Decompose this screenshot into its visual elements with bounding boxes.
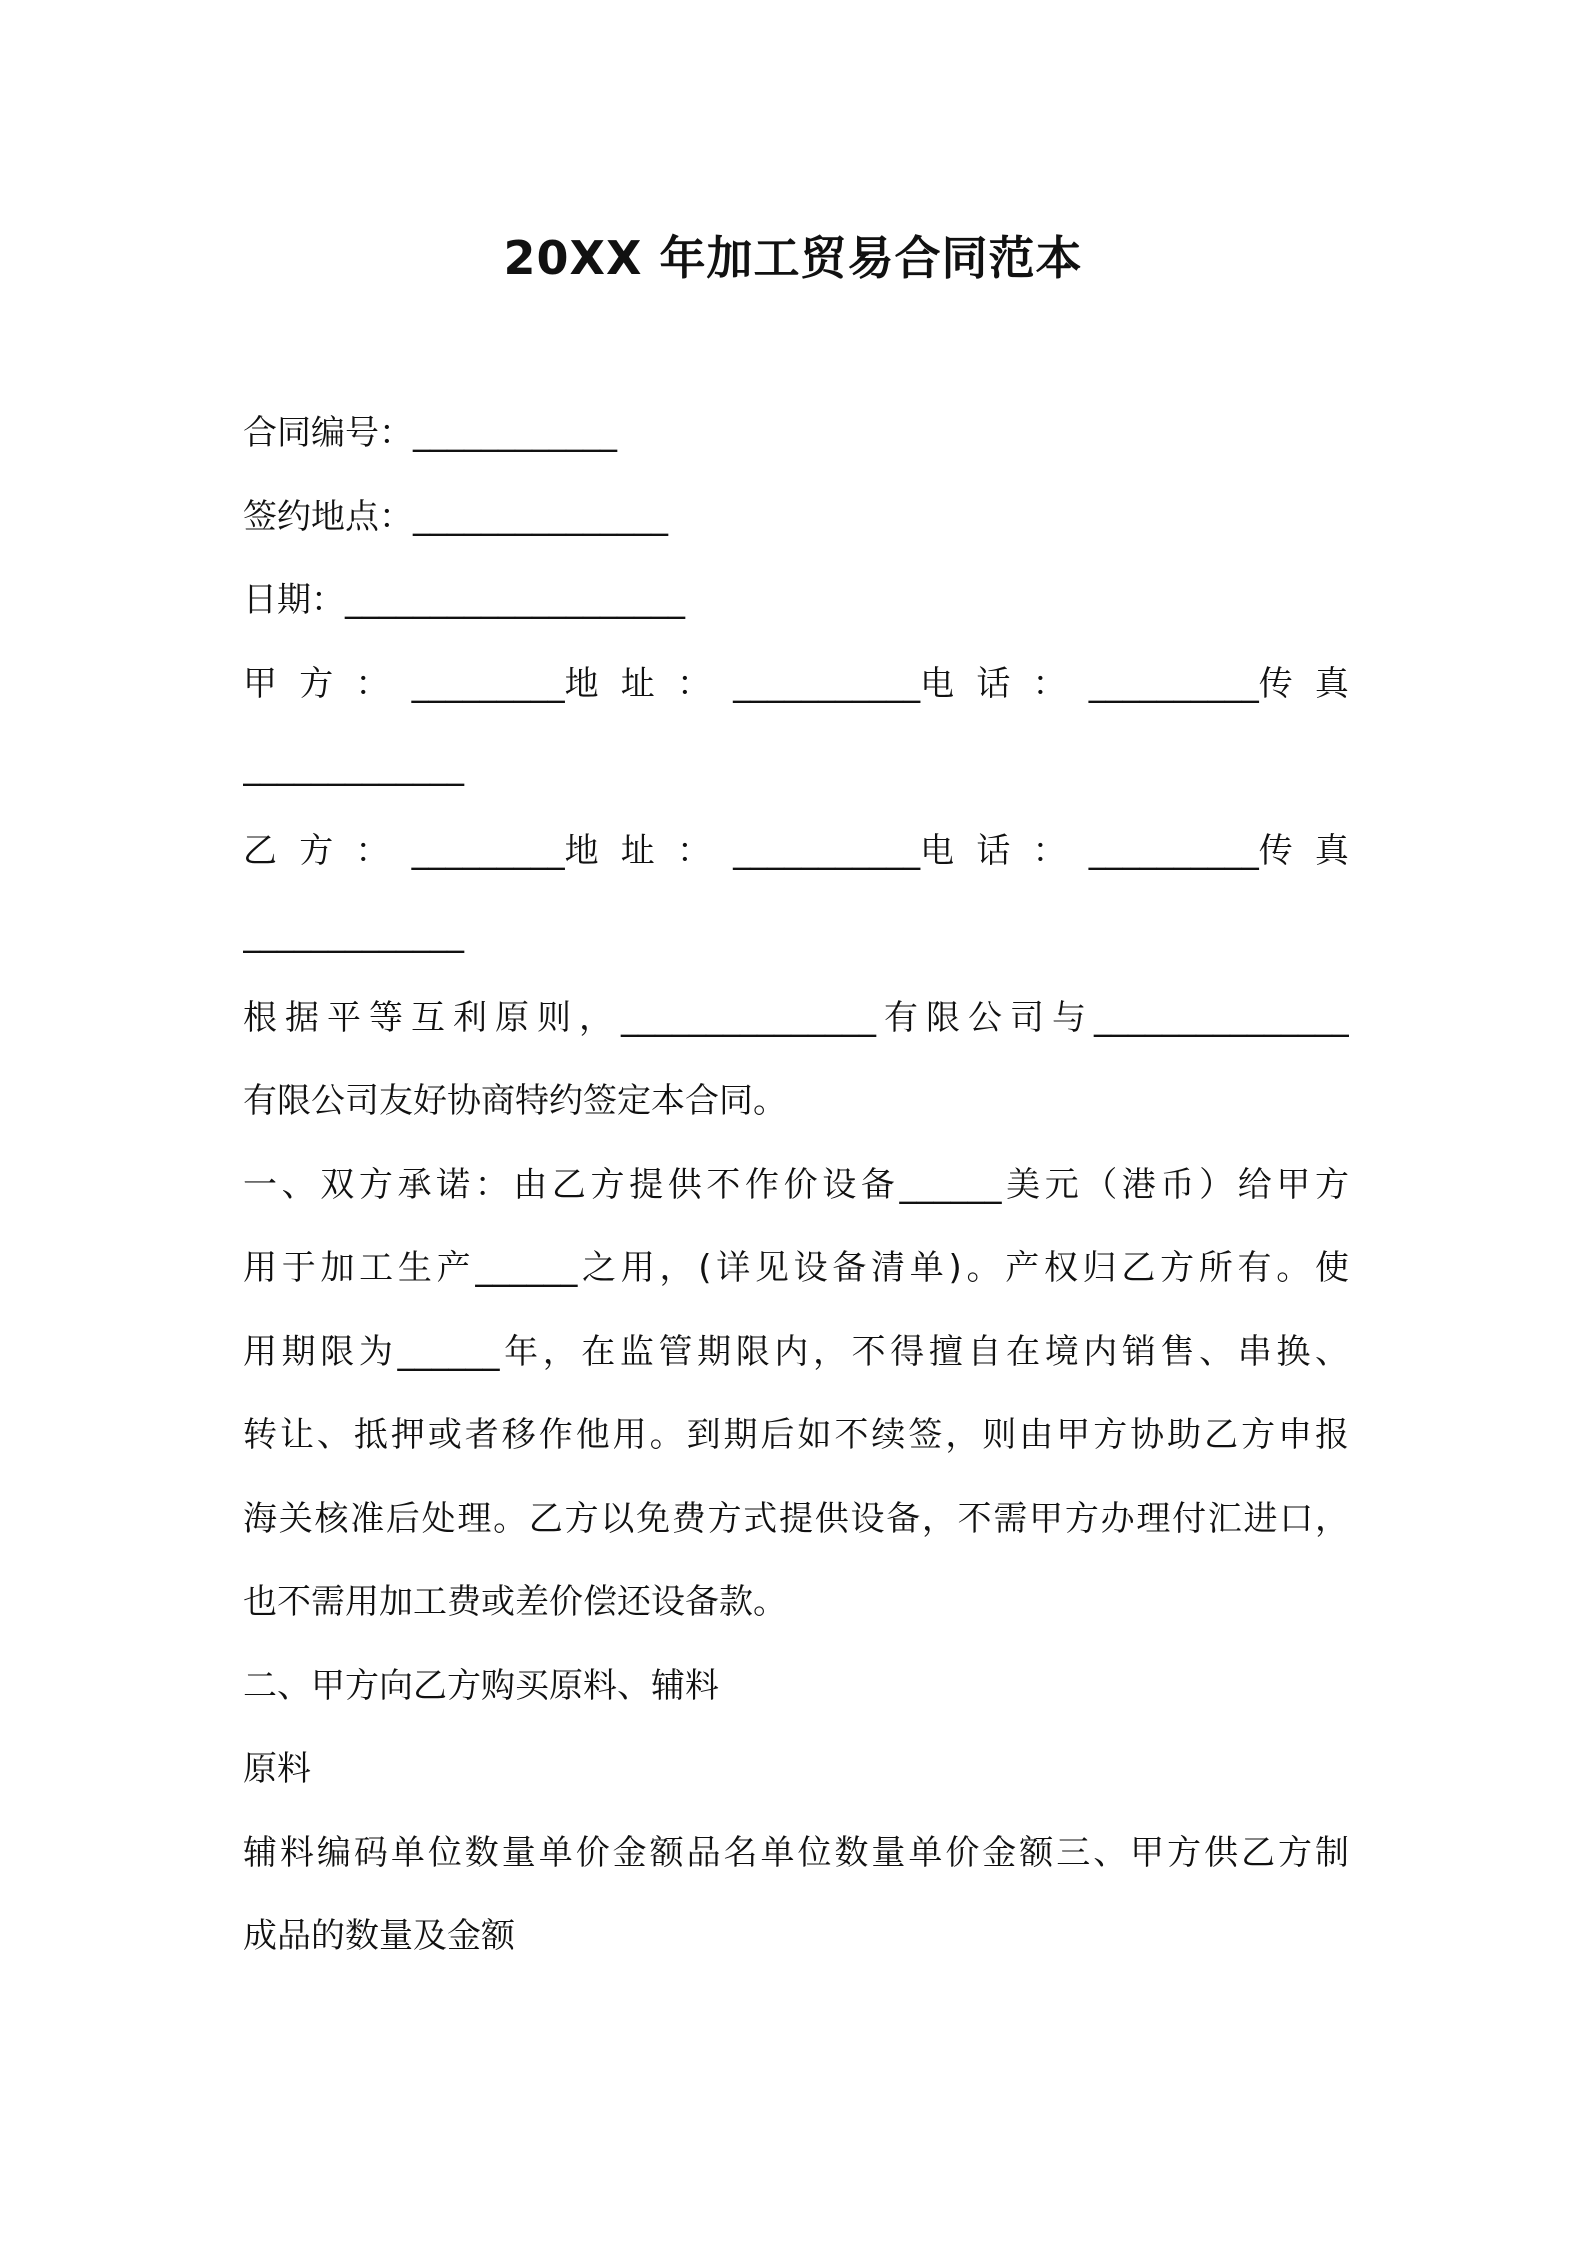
text-line-party-a-segment: 话 [976,663,1011,704]
text-line-date: 日期：____________________ [243,580,685,620]
text-line-party-b-segment: 话 [976,830,1011,871]
text-line-party-b-segment: ： [1032,830,1067,871]
text-line-party-a-segment: _________地 [411,663,599,704]
text-line-party-a-fax: _____________ [243,747,464,787]
text-line-party-a-segment: 方 [299,663,334,704]
text-line-party-a [243,656,1349,740]
text-line-party-b-segment: 真 [1314,830,1349,871]
text-line-party-b-segment: ： [676,830,711,871]
document-body [243,405,1349,1992]
text-line-clause1-5: 海关核准后处理。乙方以免费方式提供设备，不需甲方办理付汇进口， [243,1498,1349,1539]
text-line-contract-number: 合同编号：____________ [243,413,617,453]
text-line-party-b-segment: ： [355,830,390,871]
text-line-clause1-3: 用期限为______年，在监管期限内，不得擅自在境内销售、串换、 [243,1331,1349,1372]
text-line-party-b-fax: _____________ [243,914,464,954]
text-line-party-a-segment: ： [676,663,711,704]
text-line-party-a-segment: ： [1032,663,1067,704]
text-line-party-a-segment: 甲 [243,663,277,704]
text-line-clause1-6: 也不需用加工费或差价偿还设备款。 [243,1582,787,1622]
text-line-party-b-segment: 乙 [243,830,277,871]
text-line-party-b [243,823,1349,907]
text-line-signing-place: 签约地点：_______________ [243,496,668,537]
text-line-party-a-segment: __________传 [1088,663,1293,704]
text-line-party-a-segment: 址 [620,663,655,704]
text-line-table-line-1: 辅料编码单位数量单价金额品名单位数量单价金额三、甲方供乙方制 [243,1832,1349,1873]
text-line-party-a-segment: 真 [1314,663,1349,704]
text-line-preamble-1: 根据平等互利原则，_______________有限公司与_______________ [243,997,1349,1038]
text-line-party-a-segment: ： [355,663,390,704]
text-line-party-a-segment: ___________电 [733,663,955,704]
text-line-party-b-segment: 方 [299,830,334,871]
text-line-table-line-2: 成品的数量及金额 [243,1916,515,1956]
text-line-clause1-4: 转让、抵押或者移作他用。到期后如不续签，则由甲方协助乙方申报 [243,1415,1349,1455]
text-line-party-b-segment: _________地 [411,830,599,871]
text-line-party-b-segment: ___________电 [733,830,955,871]
document-title: 20XX 年加工贸易合同范本 [503,231,1083,285]
text-line-clause1-1: 一、双方承诺：由乙方提供不作价设备______美元（港币）给甲方 [243,1164,1349,1205]
text-line-party-b-segment: __________传 [1088,830,1293,871]
text-line-raw-material: 原料 [243,1749,311,1789]
text-line-clause1-2: 用于加工生产______之用，(详见设备清单)。产权归乙方所有。使 [243,1248,1349,1288]
text-line-clause2: 二、甲方向乙方购买原料、辅料 [243,1665,719,1706]
text-line-preamble-2: 有限公司友好协商特约签定本合同。 [243,1081,787,1121]
text-line-party-b-segment: 址 [620,830,655,871]
